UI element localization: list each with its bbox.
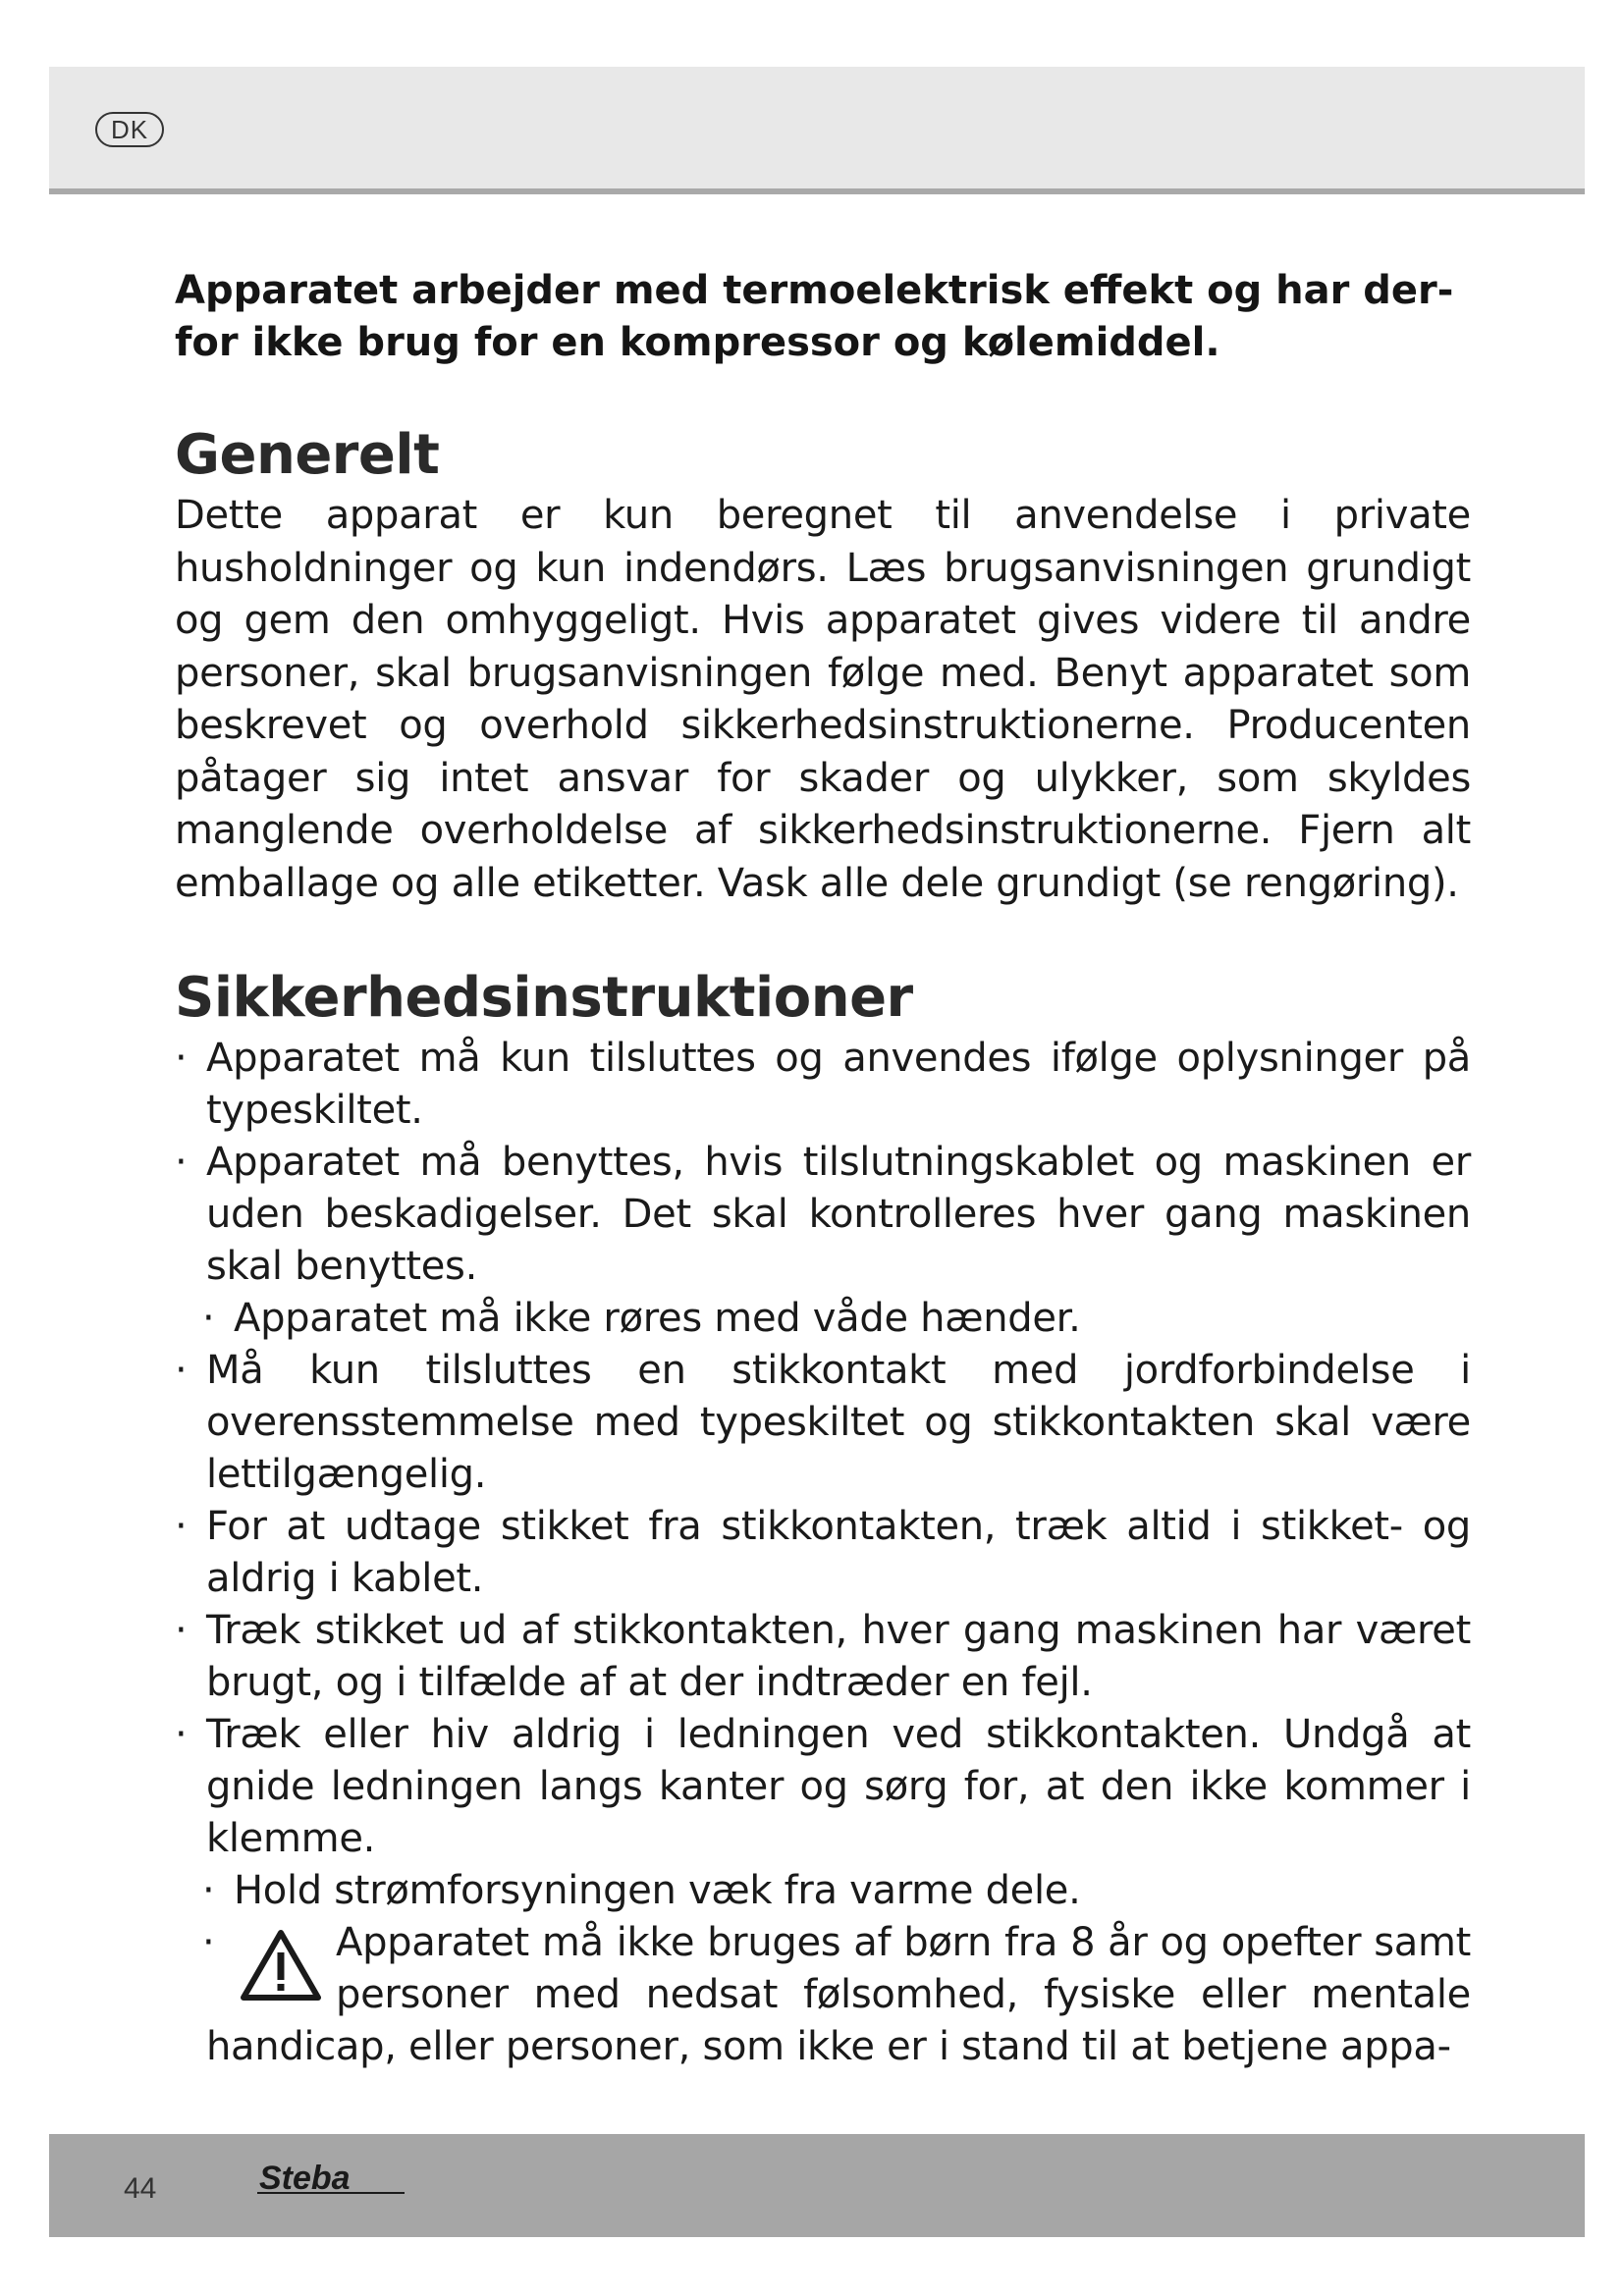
list-item-text: Apparatet må ikke røres med våde hænder. (234, 1296, 1081, 1341)
list-item (175, 1345, 1471, 1501)
page-number: 44 (124, 2172, 157, 2205)
list-item-text: Træk stikket ud af stikkontakten, hver gang maskinen har været brugt, og i tilfælde af at der indtræder en fejl. (206, 1608, 1471, 1705)
bullet: · (175, 1036, 188, 1081)
intro-text: Apparatet arbejder med termoelektrisk effekt og har der- for ikke brug for en kompressor og kølemiddel. (175, 268, 1454, 365)
bullet: · (175, 1712, 188, 1757)
warning-triangle-icon (240, 1929, 322, 2002)
list-item-text: Apparatet må ikke bruges af børn fra 8 år og opefter samt personer med nedsat følsomhed, fysiske eller mentale handicap, eller personer, som ikke er i stand til at betjene appa- (206, 1920, 1471, 2069)
list-item (175, 1917, 1471, 2073)
safety-list (175, 1033, 1471, 2073)
list-item (175, 1605, 1471, 1709)
brand-logo-text: Steba (259, 2160, 351, 2197)
bullet: · (202, 1868, 215, 1913)
bullet: · (175, 1504, 188, 1549)
general-heading: Generelt (175, 423, 440, 487)
safety-heading: Sikkerhedsinstruktioner (175, 966, 913, 1030)
bullet: · (175, 1348, 188, 1393)
bullet: · (202, 1296, 215, 1341)
list-item-text: Apparatet må kun tilsluttes og anvendes ifølge oplysninger på typeskiltet. (206, 1036, 1471, 1133)
bullet: · (202, 1920, 215, 1965)
list-item-text: Apparatet må benyttes, hvis tilslutningskablet og maskinen er uden beskadigelser. Det skal kontrolleres hver gang maskinen skal benyttes. (206, 1140, 1471, 1289)
list-item-text: Hold strømforsyningen væk fra varme dele. (234, 1868, 1081, 1913)
list-item (175, 1137, 1471, 1293)
language-badge: DK (95, 112, 164, 147)
list-item (175, 1865, 1471, 1917)
list-item (175, 1293, 1471, 1345)
bullet: · (175, 1608, 188, 1653)
bullet: · (175, 1140, 188, 1185)
page-content (175, 265, 1471, 2073)
list-item-text: For at udtage stikket fra stikkontakten, træk altid i stikket- og aldrig i kablet. (206, 1504, 1471, 1601)
list-item (175, 1501, 1471, 1605)
header-band (49, 67, 1585, 194)
list-item-text: Må kun tilsluttes en stikkontakt med jordforbindelse i overensstemmelse med typeskiltet og stikkontakten skal være lettilgængelig. (206, 1348, 1471, 1497)
steba-logo (257, 2160, 414, 2199)
list-item (175, 1033, 1471, 1137)
list-item-text: Træk eller hiv aldrig i ledningen ved stikkontakten. Undgå at gnide ledningen langs kanter og sørg for, at den ikke kommer i klemme. (206, 1712, 1471, 1861)
general-body: Dette apparat er kun beregnet til anvendelse i private husholdninger og kun indendørs. Læs brugsanvisningen grundigt og gem den omhyggeligt. Hvis apparatet gives videre til andre personer, skal brugsanvisningen følge med. Benyt apparatet som beskrevet og overhold sikkerhedsinstruktionerne. Producenten påtager sig intet ansvar for skader og ulykker, som skyldes manglende overholdelse af sikkerhedsinstruktionerne. Fjern alt emballage og alle etiketter. Vask alle dele grundigt (se rengøring). (175, 493, 1471, 906)
list-item (175, 1709, 1471, 1865)
